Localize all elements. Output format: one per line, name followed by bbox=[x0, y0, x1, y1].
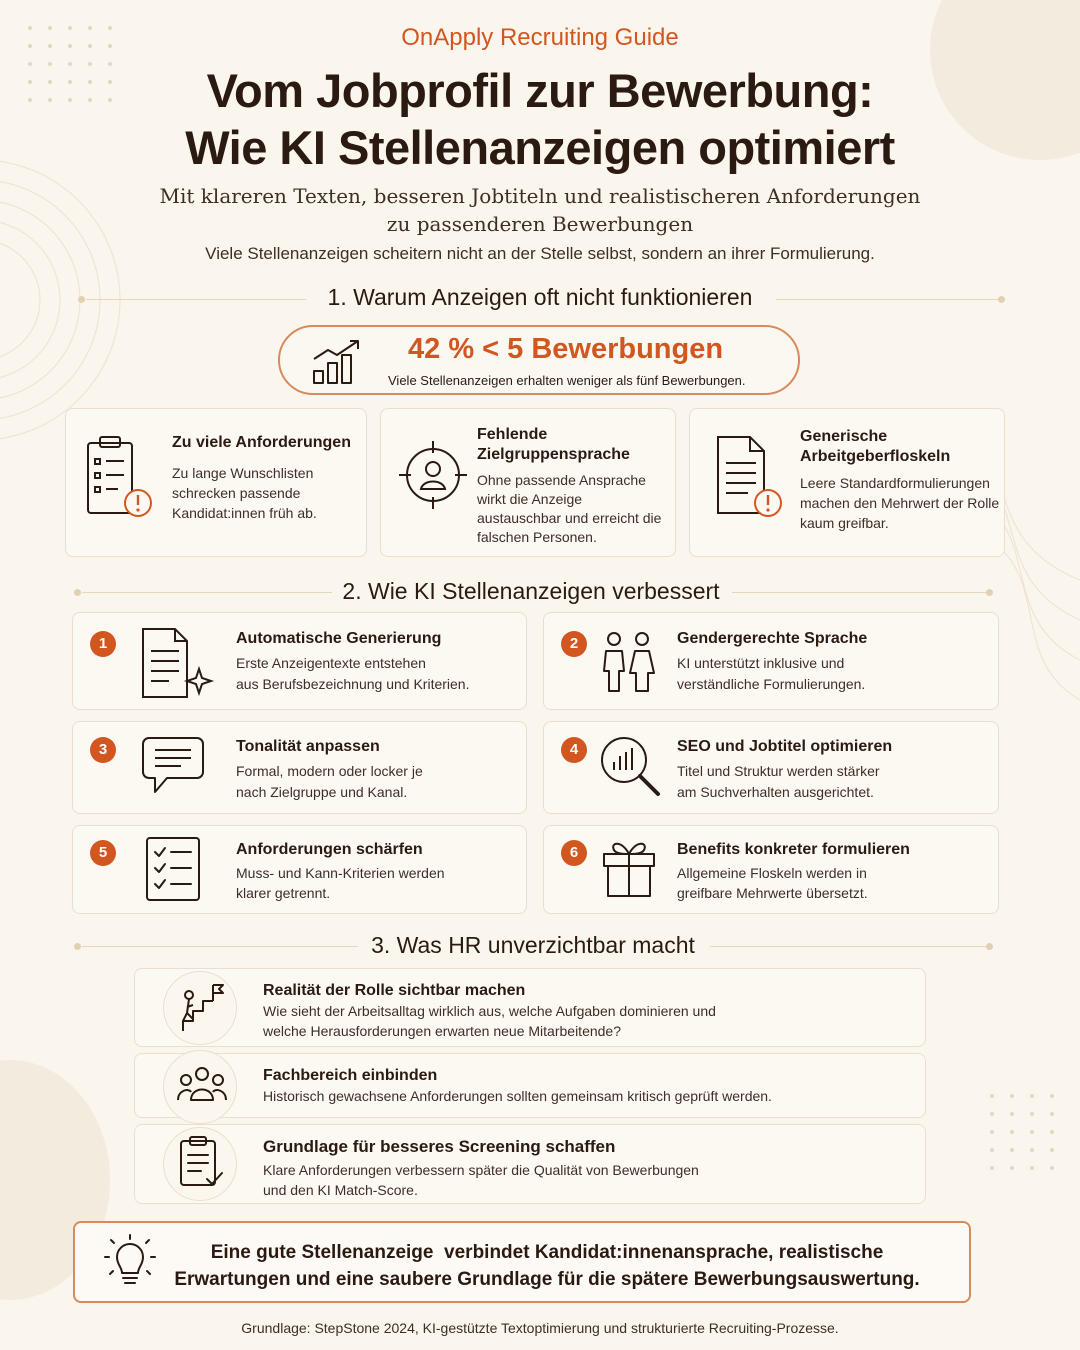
problem-card-audience bbox=[380, 408, 676, 557]
section3-dot-left bbox=[74, 943, 81, 950]
step-text-line1: Allgemeine Floskeln werden in bbox=[677, 865, 867, 881]
footnote: Grundlage: StepStone 2024, KI-gestützte Textoptimierung und strukturierte Recruiting-Prozesse. bbox=[241, 1320, 839, 1336]
hr-title: Realität der Rolle sichtbar machen bbox=[263, 982, 526, 999]
step-card-6 bbox=[543, 825, 999, 914]
stat-pill bbox=[278, 325, 800, 395]
section2-dot-right bbox=[986, 589, 993, 596]
section1-title: 1. Warum Anzeigen oft nicht funktionieren bbox=[327, 284, 753, 310]
page-title-line1: Vom Jobprofil zur Bewerbung: bbox=[206, 64, 874, 117]
step-number: 5 bbox=[90, 840, 116, 866]
stat-description: Viele Stellenanzeigen erhalten weniger als fünf Bewerbungen. bbox=[388, 373, 746, 388]
problem-card-phrases bbox=[689, 408, 1005, 557]
step-text-line1: Muss- und Kann-Kriterien werden bbox=[236, 865, 445, 881]
conclusion-line2: Erwartungen und eine saubere Grundlage für die spätere Bewerbungsauswertung. bbox=[174, 1269, 920, 1290]
magnifier-chart-icon bbox=[598, 734, 662, 800]
hr-title: Grundlage für besseres Screening schaffen bbox=[263, 1137, 616, 1156]
hr-text-line1: Klare Anforderungen verbessern später die Qualität von Bewerbungen bbox=[263, 1162, 699, 1178]
page-subtitle bbox=[150, 182, 930, 238]
conclusion-box bbox=[73, 1221, 971, 1303]
hr-text-line2: und den KI Match-Score. bbox=[263, 1182, 418, 1198]
stat-value: 42 % < 5 Bewerbungen bbox=[408, 333, 724, 365]
hr-text-line1: Wie sieht der Arbeitsalltag wirklich aus, welche Aufgaben dominieren und bbox=[263, 1003, 716, 1019]
page-subtitle-line2: zu passenderen Bewerbungen bbox=[386, 212, 694, 236]
stairs-flag-icon bbox=[179, 981, 225, 1033]
step-text-line1: KI unterstützt inklusive und bbox=[677, 655, 845, 671]
hr-title: Fachbereich einbinden bbox=[263, 1067, 438, 1084]
section2-title: 2. Wie KI Stellenanzeigen verbessert bbox=[342, 578, 720, 604]
lightbulb-icon bbox=[101, 1233, 159, 1293]
team-icon bbox=[177, 1066, 227, 1104]
step-number: 4 bbox=[561, 737, 587, 763]
clipboard-warning-icon bbox=[84, 433, 156, 525]
step-text-line2: greifbare Mehrwerte übersetzt. bbox=[677, 885, 868, 901]
document-warning-icon bbox=[714, 433, 786, 525]
checklist-icon bbox=[145, 836, 201, 902]
speech-bubble-icon bbox=[141, 734, 205, 798]
hr-text-line1: Historisch gewachsene Anforderungen sollten gemeinsam kritisch geprüft werden. bbox=[263, 1088, 772, 1104]
gift-icon bbox=[602, 836, 656, 898]
page-title bbox=[0, 62, 1080, 176]
step-number: 1 bbox=[90, 631, 116, 657]
decor-dots-bottom-right bbox=[990, 1094, 1054, 1170]
section1-dot-right bbox=[998, 296, 1005, 303]
section1-line-left bbox=[86, 299, 306, 300]
step-title: Benefits konkreter formulieren bbox=[677, 841, 910, 858]
section3-line-left bbox=[82, 946, 358, 947]
conclusion-line1: Eine gute Stellenanzeige verbindet Kandidat:innenansprache, realistische bbox=[210, 1242, 884, 1263]
step-text-line2: am Suchverhalten ausgerichtet. bbox=[677, 784, 874, 800]
step-text-line1: Formal, modern oder locker je bbox=[236, 763, 423, 779]
step-text-line2: verständliche Formulierungen. bbox=[677, 676, 866, 692]
document-sparkle-icon bbox=[139, 625, 215, 701]
step-title: Automatische Generierung bbox=[236, 630, 442, 647]
step-title: Gendergerechte Sprache bbox=[677, 630, 868, 647]
step-text-line2: klarer getrennt. bbox=[236, 885, 331, 901]
clipboard-check-icon bbox=[179, 1135, 225, 1189]
problem-title: Fehlende Zielgruppensprache bbox=[477, 426, 630, 463]
step-card-1 bbox=[72, 612, 527, 710]
step-title: Anforderungen schärfen bbox=[236, 841, 423, 858]
hr-text-line2: welche Herausforderungen erwarten neue Mitarbeitende? bbox=[263, 1023, 621, 1039]
step-card-2 bbox=[543, 612, 999, 710]
step-text-line2: nach Zielgruppe und Kanal. bbox=[236, 784, 408, 800]
problem-title: Zu viele Anforderungen bbox=[172, 434, 351, 451]
problem-text: Ohne passende Ansprache wirkt die Anzeige austauschbar und erreicht die falschen Personen. bbox=[477, 472, 662, 545]
problem-text: Zu lange Wunschlisten schrecken passende Kandidat:innen früh ab. bbox=[172, 465, 317, 521]
step-text-line1: Erste Anzeigentexte entstehen bbox=[236, 655, 426, 671]
hr-item-screening bbox=[134, 1124, 926, 1204]
section2-line-right bbox=[732, 592, 986, 593]
step-title: SEO und Jobtitel optimieren bbox=[677, 738, 893, 755]
step-number: 2 bbox=[561, 631, 587, 657]
growth-chart-icon bbox=[310, 337, 366, 387]
step-number: 6 bbox=[561, 840, 587, 866]
intro-text: Viele Stellenanzeigen scheitern nicht an der Stelle selbst, sondern an ihrer Formulierung. bbox=[205, 244, 875, 263]
section1-dot-left bbox=[78, 296, 85, 303]
page-subtitle-line1: Mit klareren Texten, besseren Jobtiteln und realistischeren Anforderungen bbox=[159, 184, 921, 208]
problem-title: Generische Arbeitgeberfloskeln bbox=[800, 428, 951, 465]
section3-line-right bbox=[710, 946, 986, 947]
section1-line-right bbox=[776, 299, 998, 300]
section3-dot-right bbox=[986, 943, 993, 950]
section2-dot-left bbox=[74, 589, 81, 596]
problem-card-requirements bbox=[65, 408, 367, 557]
hr-item-role-reality bbox=[134, 968, 926, 1047]
step-text-line1: Titel und Struktur werden stärker bbox=[677, 763, 880, 779]
step-title: Tonalität anpassen bbox=[236, 738, 380, 755]
step-card-5 bbox=[72, 825, 527, 914]
problem-text: Leere Standardformulierungen machen den Mehrwert der Rolle kaum greifbar. bbox=[800, 475, 1000, 531]
page-title-line2: Wie KI Stellenanzeigen optimiert bbox=[185, 121, 895, 174]
section3-title: 3. Was HR unverzichtbar macht bbox=[371, 932, 695, 958]
step-number: 3 bbox=[90, 737, 116, 763]
hr-item-department bbox=[134, 1053, 926, 1118]
people-gender-icon bbox=[598, 629, 658, 693]
target-person-icon bbox=[397, 439, 469, 511]
step-card-3 bbox=[72, 721, 527, 814]
step-text-line2: aus Berufsbezeichnung und Kriterien. bbox=[236, 676, 470, 692]
conclusion-text bbox=[167, 1239, 927, 1293]
step-card-4 bbox=[543, 721, 999, 814]
section2-line-left bbox=[82, 592, 332, 593]
brand-label: OnApply Recruiting Guide bbox=[401, 24, 679, 51]
